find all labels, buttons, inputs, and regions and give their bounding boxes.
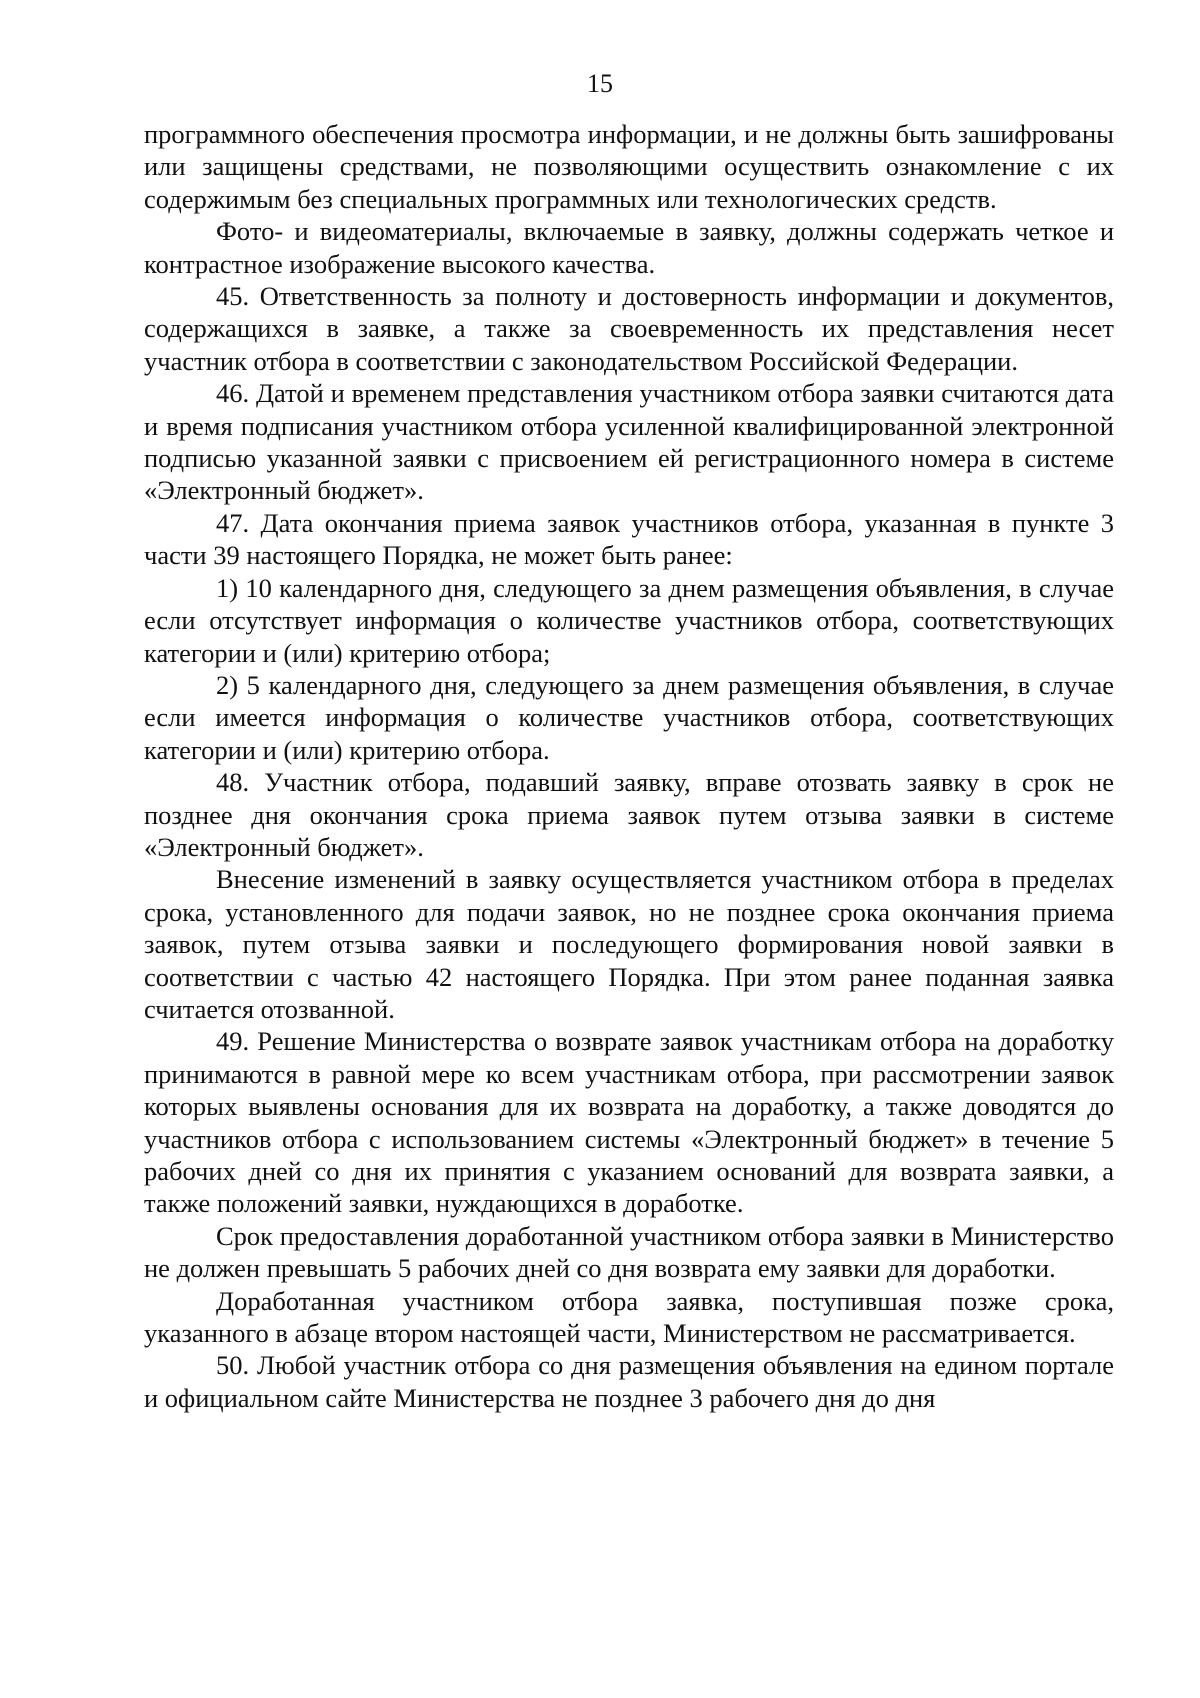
paragraph: Доработанная участником отбора заявка, поступившая позже срока, указанного в абзаце втором настоящей части, Министерством не рассматривается. bbox=[144, 1285, 1114, 1349]
paragraph: 46. Датой и временем представления участником отбора заявки считаются дата и время подписания участником отбора усиленной квалифицированной электронной подписью указанной заявки с присвоением ей регистрационного номера в системе «Электронный бюджет». bbox=[144, 378, 1114, 506]
paragraph: 47. Дата окончания приема заявок участников отбора, указанная в пункте 3 части 39 настоящего Порядка, не может быть ранее: bbox=[144, 507, 1114, 571]
paragraph: 50. Любой участник отбора со дня размещения объявления на едином портале и официальном сайте Министерства не позднее 3 рабочего дня до дня bbox=[144, 1350, 1114, 1413]
paragraph: Внесение изменений в заявку осуществляется участником отбора в пределах срока, установленного для подачи заявок, но не позднее срока окончания приема заявок, путем отзыва заявки и последующего формирования новой заявки в соответствии с частью 42 настоящего Порядка. При этом ранее поданная заявка считается отозванной. bbox=[144, 864, 1114, 1024]
paragraph: 48. Участник отбора, подавший заявку, вправе отозвать заявку в срок не позднее дня окончания срока приема заявок путем отзыва заявки в системе «Электронный бюджет». bbox=[144, 767, 1114, 862]
paragraph: 1) 10 календарного дня, следующего за днем размещения объявления, в случае если отсутствует информация о количестве участников отбора, соответствующих категории и (или) критерию отбора; bbox=[144, 572, 1114, 668]
paragraph: 45. Ответственность за полноту и достоверность информации и документов, содержащихся в заявке, а также за своевременность их представления несет участник отбора в соответствии с законодательством Российской Федерации. bbox=[144, 281, 1114, 376]
document-body bbox=[144, 118, 1114, 1414]
paragraph: Фото- и видеоматериалы, включаемые в заявку, должны содержать четкое и контрастное изображение высокого качества. bbox=[144, 216, 1114, 279]
paragraph: 2) 5 календарного дня, следующего за днем размещения объявления, в случае если имеется информация о количестве участников отбора, соответствующих категории и (или) критерию отбора. bbox=[144, 669, 1114, 765]
paragraph: программного обеспечения просмотра информации, и не должны быть зашифрованы или защищены средствами, не позволяющими осуществить ознакомление с их содержимым без специальных программных или технологических средств. bbox=[144, 119, 1114, 214]
paragraph: Срок предоставления доработанной участником отбора заявки в Министерство не должен превышать 5 рабочих дней со дня возврата ему заявки для доработки. bbox=[144, 1220, 1114, 1284]
paragraph: 49. Решение Министерства о возврате заявок участникам отбора на доработку принимаются в равной мере ко всем участникам отбора, при рассмотрении заявок которых выявлены основания для их возврата на доработку, а также доводятся до участников отбора с использованием системы «Электронный бюджет» в течение 5 рабочих дней со дня их принятия с указанием оснований для возврата заявки, а также положений заявки, нуждающихся в доработке. bbox=[144, 1026, 1114, 1219]
page-number: 15 bbox=[587, 69, 613, 98]
